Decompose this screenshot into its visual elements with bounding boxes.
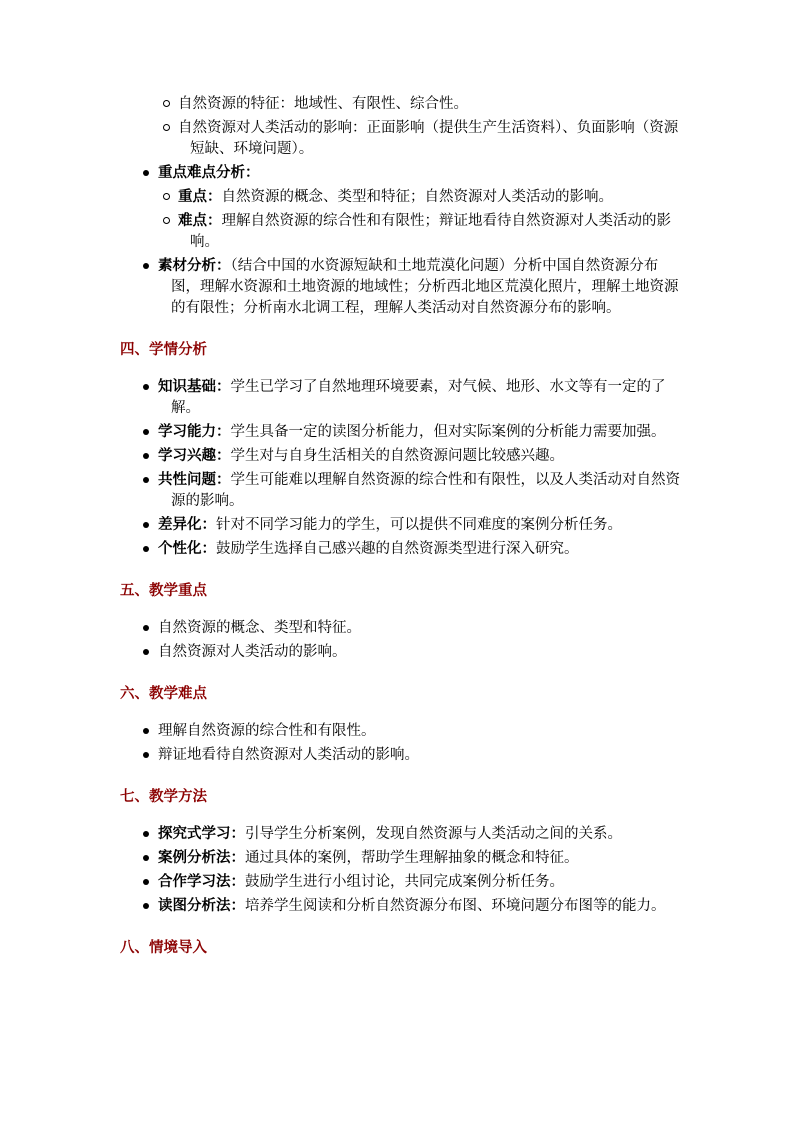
- list-item: [120, 422, 680, 443]
- list-item: [120, 745, 680, 766]
- section-6-list: [120, 721, 680, 766]
- bullet-icon: [143, 855, 149, 861]
- bullet-icon: [143, 903, 149, 909]
- material-list: [120, 256, 680, 319]
- list-item-text: 学生已学习了自然地理环境要素，对气候、地形、水文等有一定的了解。: [171, 379, 666, 416]
- list-item-label: 合作学习法：: [158, 874, 245, 890]
- bullet-icon: [143, 546, 149, 552]
- bullet-icon: [143, 728, 149, 734]
- list-item: [120, 824, 680, 845]
- list-item: [120, 470, 680, 512]
- list-item-text: 理解自然资源的综合性和有限性。: [158, 723, 376, 739]
- list-item-label: 素材分析：: [158, 258, 231, 274]
- list-item-text: 培养学生阅读和分析自然资源分布图、环境问题分布图等的能力。: [245, 898, 666, 914]
- list-item: [120, 446, 680, 467]
- list-item-text: 通过具体的案例，帮助学生理解抽象的概念和特征。: [245, 850, 579, 866]
- bullet-icon: [143, 831, 149, 837]
- analysis-list: [120, 163, 680, 184]
- section-heading-8: 八、情境导入: [120, 940, 207, 956]
- bullet-icon: [143, 879, 149, 885]
- section-4-list: [120, 377, 680, 560]
- resource-features-list: [120, 94, 680, 160]
- list-item-text: 引导学生分析案例，发现自然资源与人类活动之间的关系。: [245, 826, 622, 842]
- bullet-icon: [143, 752, 149, 758]
- list-item-label: 个性化：: [158, 541, 216, 557]
- list-item: [120, 515, 680, 536]
- list-item-text: 辩证地看待自然资源对人类活动的影响。: [158, 747, 419, 763]
- list-item-text: 学生可能难以理解自然资源的综合性和有限性，以及人类活动对自然资源的影响。: [171, 472, 680, 509]
- section-heading-7: 七、教学方法: [120, 789, 207, 805]
- list-item-text: 学生对与自身生活相关的自然资源问题比较感兴趣。: [230, 448, 564, 464]
- section-7-list: [120, 824, 680, 917]
- list-item: [120, 211, 680, 253]
- bullet-icon: [143, 477, 149, 483]
- bullet-icon: [143, 384, 149, 390]
- section-heading-6: 六、教学难点: [120, 686, 207, 702]
- list-item-label: 难点：: [178, 213, 222, 229]
- bullet-icon: [143, 170, 149, 176]
- list-item: [120, 94, 680, 115]
- list-item: [120, 539, 680, 560]
- list-item-text: 针对不同学习能力的学生，可以提供不同难度的案例分析任务。: [216, 517, 622, 533]
- hollow-bullet-icon: [163, 217, 170, 224]
- list-item-text: 学生具备一定的读图分析能力，但对实际案例的分析能力需要加强。: [230, 424, 666, 440]
- list-item: [120, 872, 680, 893]
- list-item-text: 自然资源的概念、类型和特征；自然资源对人类活动的影响。: [221, 189, 613, 205]
- list-item: [120, 118, 680, 160]
- list-item: [120, 721, 680, 742]
- hollow-bullet-icon: [163, 193, 170, 200]
- list-item-text: 自然资源的特征：地域性、有限性、综合性。: [178, 96, 468, 112]
- list-item-label: 学习能力：: [158, 424, 231, 440]
- hollow-bullet-icon: [163, 100, 170, 107]
- list-item-text: 自然资源对人类活动的影响：正面影响（提供生产生活资料）、负面影响（资源短缺、环境问题）。: [178, 120, 679, 157]
- keypoints-sublist: [120, 187, 680, 253]
- list-item-label: 读图分析法：: [158, 898, 245, 914]
- list-item-keypoints: [120, 163, 680, 184]
- list-item-text: 鼓励学生选择自己感兴趣的自然资源类型进行深入研究。: [216, 541, 579, 557]
- bullet-icon: [143, 453, 149, 459]
- list-item-label: 学习兴趣：: [158, 448, 231, 464]
- list-item-label: 差异化：: [158, 517, 216, 533]
- list-item-text: 自然资源的概念、类型和特征。: [158, 620, 361, 636]
- list-item-label: 案例分析法：: [158, 850, 245, 866]
- list-item: [120, 187, 680, 208]
- hollow-bullet-icon: [163, 124, 170, 131]
- bullet-icon: [143, 429, 149, 435]
- list-item-label: 重点难点分析：: [158, 165, 260, 181]
- list-item: [120, 848, 680, 869]
- bullet-icon: [143, 649, 149, 655]
- list-item-text: 自然资源对人类活动的影响。: [158, 644, 347, 660]
- list-item-text: 理解自然资源的综合性和有限性；辩证地看待自然资源对人类活动的影响。: [190, 213, 671, 250]
- list-item-label: 重点：: [178, 189, 222, 205]
- list-item-text: 鼓励学生进行小组讨论，共同完成案例分析任务。: [245, 874, 564, 890]
- list-item: [120, 377, 680, 419]
- list-item-material: [120, 256, 680, 319]
- bullet-icon: [143, 625, 149, 631]
- bullet-icon: [143, 263, 149, 269]
- bullet-icon: [143, 522, 149, 528]
- list-item: [120, 642, 680, 663]
- list-item-text: （结合中国的水资源短缺和土地荒漠化问题）分析中国自然资源分布图，理解水资源和土地资源的地域性；分析西北地区荒漠化照片，理解土地资源的有限性；分析南水北调工程，理解人类活动对自然资源分布的影响。: [171, 258, 679, 316]
- document-content: [120, 94, 680, 959]
- list-item-label: 共性问题：: [158, 472, 231, 488]
- section-5-list: [120, 618, 680, 663]
- section-heading-4: 四、学情分析: [120, 342, 207, 358]
- list-item: [120, 618, 680, 639]
- section-heading-5: 五、教学重点: [120, 583, 207, 599]
- list-item-label: 探究式学习：: [158, 826, 245, 842]
- list-item: [120, 896, 680, 917]
- list-item-label: 知识基础：: [158, 379, 231, 395]
